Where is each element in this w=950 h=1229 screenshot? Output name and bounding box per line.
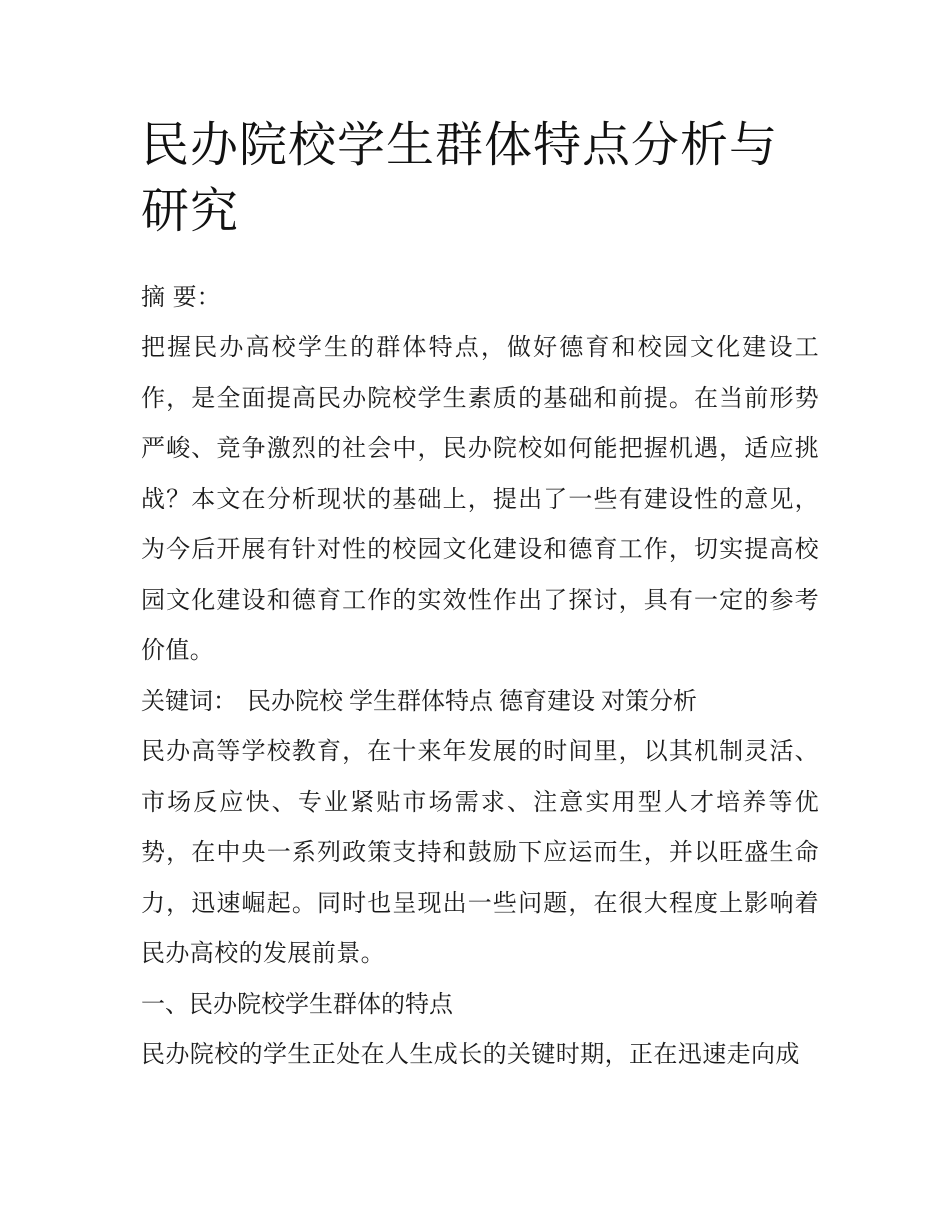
keyword: 民办院校	[247, 686, 343, 715]
section-heading: 一、民办院校学生群体的特点	[141, 989, 453, 1018]
section-paragraph: 民办院校的学生正处在人生成长的关键时期，正在迅速走向成	[141, 1040, 800, 1068]
keyword: 学生群体特点	[349, 686, 493, 715]
abstract-text: 把握民办高校学生的群体特点，做好德育和校园文化建设工作，是全面提高民办院校学生素质的基础和前提。在当前形势严峻、竞争激烈的社会中，民办院校如何能把握机遇，适应挑战？本文在分析现状的基础上，提出了一些有建设性的意见，为今后开展有针对性的校园文化建设和德育工作，切实提高校园文化建设和德育工作的实效性作出了探讨，具有一定的参考价值。	[141, 333, 819, 664]
document-title: 民办院校学生群体特点分析与研究	[141, 117, 779, 239]
abstract-label: 摘 要：	[141, 283, 221, 311]
document-body	[141, 112, 819, 1080]
keywords-label: 关键词：	[141, 686, 237, 715]
keywords-line	[141, 676, 819, 727]
keyword: 对策分析	[601, 686, 697, 715]
keyword: 德育建设	[499, 686, 595, 715]
intro-paragraph: 民办高等学校教育，在十来年发展的时间里，以其机制灵活、市场反应快、专业紧贴市场需求、注意实用型人才培养等优势，在中央一系列政策支持和鼓励下应运而生，并以旺盛生命力，迅速崛起。同时也呈现出一些问题，在很大程度上影响着民办高校的发展前景。	[141, 737, 819, 967]
